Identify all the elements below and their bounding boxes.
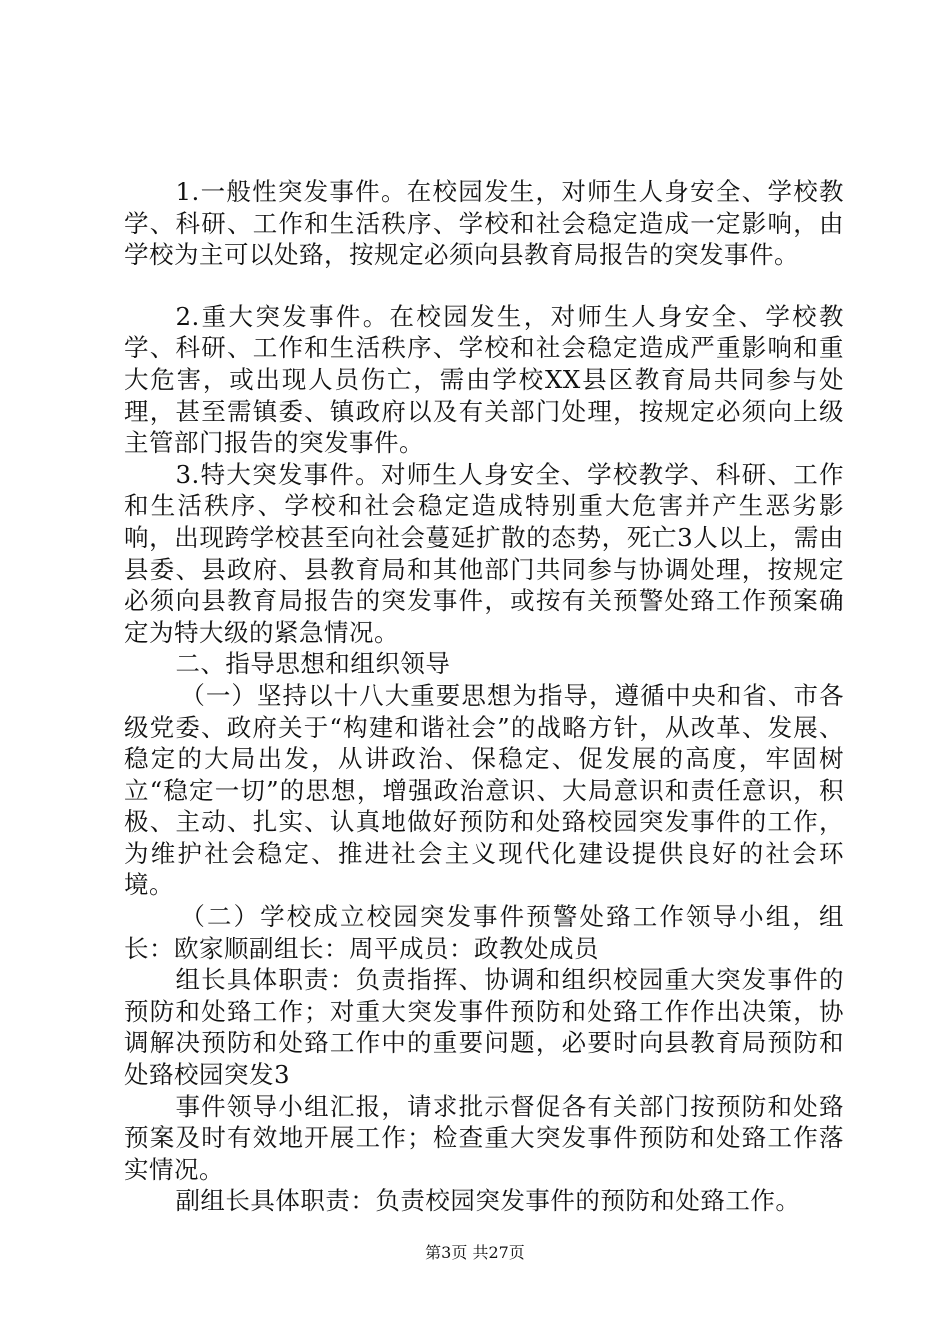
paragraph-general-incident: 1.一般性突发事件。在校园发生，对师生人身安全、学校教学、科研、工作和生活秩序、学校和社会稳定造成一定影响，由学校为主可以处臵，按规定必须向县教育局报告的突发事件。	[124, 177, 844, 270]
paragraph-guiding-principle: （一）坚持以十八大重要思想为指导，遵循中央和省、市各级党委、政府关于“构建和谐社会”的战略方针，从改革、发展、稳定的大局出发，从讲政治、保稳定、促发展的高度，牢固树立“稳定一切”的思想，增强政治意识、大局意识和责任意识，积极、主动、扎实、认真地做好预防和处臵校园突发事件的工作，为维护社会稳定、推进社会主义现代化建设提供良好的社会环境。	[124, 680, 844, 900]
paragraph-severe-incident: 3.特大突发事件。对师生人身安全、学校教学、科研、工作和生活秩序、学校和社会稳定造成特别重大危害并产生恶劣影响，出现跨学校甚至向社会蔓延扩散的态势，死亡3人以上，需由县委、县政府、县教育局和其他部门共同参与协调处理，按规定必须向县教育局报告的突发事件，或按有关预警处臵工作预案确定为特大级的紧急情况。	[124, 459, 844, 647]
paragraph-major-incident: 2.重大突发事件。在校园发生，对师生人身安全、学校教学、科研、工作和生活秩序、学校和社会稳定造成严重影响和重大危害，或出现人员伤亡，需由学校XX县区教育局共同参与处理，甚至需镇委、镇政府以及有关部门处理，按规定必须向上级主管部门报告的突发事件。	[124, 301, 844, 458]
paragraph-deputy-duties: 副组长具体职责：负责校园突发事件的预防和处臵工作。	[175, 1186, 801, 1216]
paragraph-leader-duties: 组长具体职责：负责指挥、协调和组织校园重大突发事件的预防和处臵工作；对重大突发事件预防和处臵工作作出决策，协调解决预防和处臵工作中的重要问题，必要时向县教育局预防和处臵校园突发3	[124, 965, 844, 1090]
paragraph-leader-duties-continued: 事件领导小组汇报，请求批示督促各有关部门按预防和处臵预案及时有效地开展工作；检查重大突发事件预防和处臵工作落实情况。	[124, 1091, 844, 1184]
page-number-footer: 第3页 共27页	[425, 1243, 525, 1262]
document-body	[124, 176, 844, 1217]
paragraph-leadership-group: （二）学校成立校园突发事件预警处臵工作领导小组，组长：欧家顺副组长：周平成员：政教处成员	[124, 902, 844, 963]
section-heading-guiding-thought: 二、指导思想和组织领导	[175, 649, 451, 679]
